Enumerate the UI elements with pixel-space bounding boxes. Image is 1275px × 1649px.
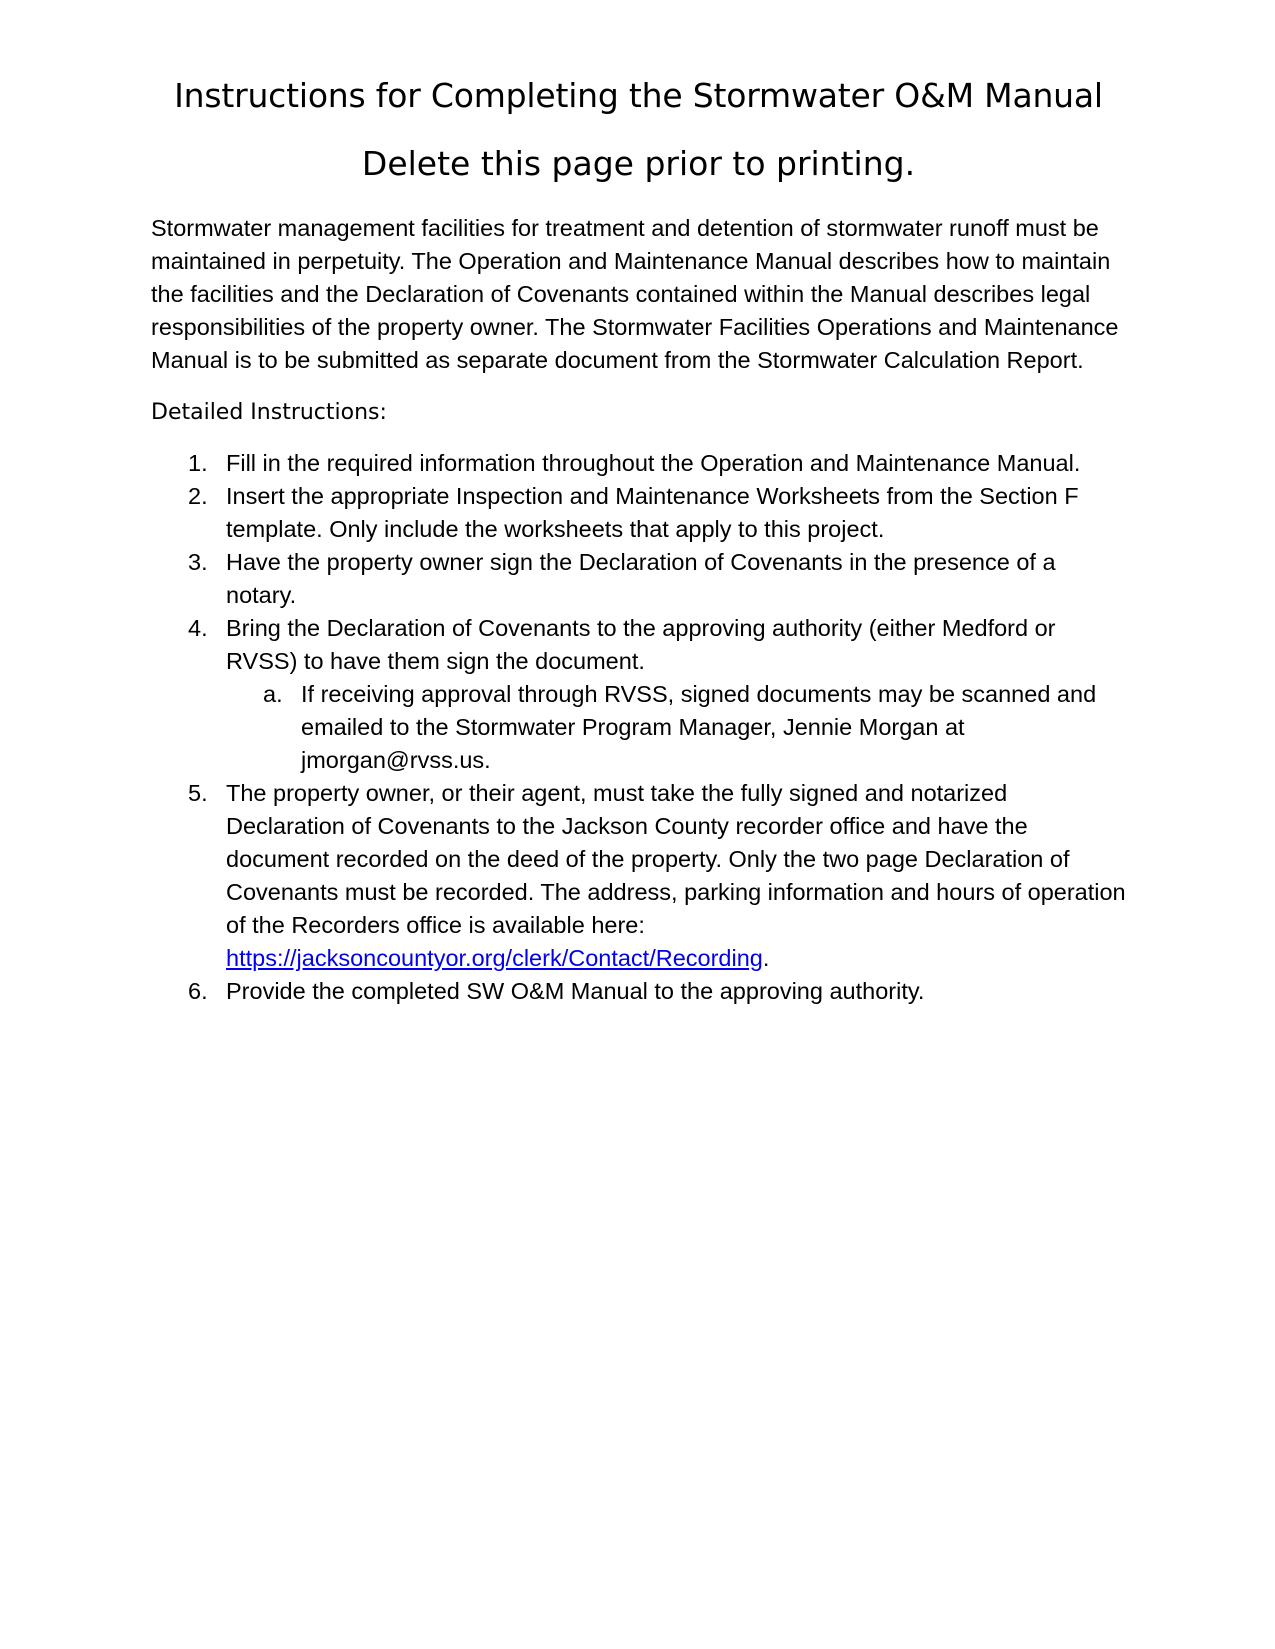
list-item-trailing-period: . [762,945,770,971]
page-subtitle: Delete this page prior to printing. [361,144,916,183]
sub-list-item [226,678,1126,777]
list-item-text: Insert the appropriate Inspection and Maintenance Worksheets from the Section F template. Only include the worksheets that apply to this project. [226,483,1079,542]
list-item-number: 4. [188,615,208,641]
list-item-number: 1. [188,450,208,476]
list-item [151,480,1126,546]
list-item-text: Fill in the required information throughout the Operation and Maintenance Manual. [226,450,1081,476]
list-item-text: Bring the Declaration of Covenants to the approving authority (either Medford or RVSS) to have them sign the document. [226,615,1056,674]
page-title: Instructions for Completing the Stormwater O&M Manual [174,76,1103,115]
list-item [151,546,1126,612]
instruction-list [151,447,1126,1008]
sub-list-item-letter: a. [263,681,283,707]
list-item-number: 6. [188,978,208,1004]
sub-list-item-text: If receiving approval through RVSS, signed documents may be scanned and emailed to the Stormwater Program Manager, Jennie Morgan at jmorgan@rvss.us. [301,681,1097,773]
instructions-heading: Detailed Instructions: [151,400,387,425]
intro-paragraph: Stormwater management facilities for treatment and detention of stormwater runoff must be maintained in perpetuity. The Operation and Maintenance Manual describes how to maintain the facilities and the Declaration of Covenants contained within the Manual describes legal responsibilities of the property owner. The Stormwater Facilities Operations and Maintenance Manual is to be submitted as separate document from the Stormwater Calculation Report. [151,215,1119,373]
list-item [151,612,1126,777]
document-page [151,68,1126,1008]
list-item [151,777,1126,975]
list-item [151,447,1126,480]
list-item-text: Have the property owner sign the Declaration of Covenants in the presence of a notary. [226,549,1056,608]
list-item-number: 3. [188,549,208,575]
list-item [151,975,1126,1008]
sub-list [226,678,1126,777]
list-item-number: 5. [188,780,208,806]
list-item-number: 2. [188,483,208,509]
list-item-text: The property owner, or their agent, must take the fully signed and notarized Declaration of Covenants to the Jackson County recorder office and have the document recorded on the deed of the property. Only the two page Declaration of Covenants must be recorded. The address, parking information and hours of operation of the Recorders office is available here: [226,780,1126,938]
recording-office-link[interactable]: https://jacksoncountyor.org/clerk/Contact/Recording [226,945,763,971]
list-item-text: Provide the completed SW O&M Manual to the approving authority. [226,978,925,1004]
